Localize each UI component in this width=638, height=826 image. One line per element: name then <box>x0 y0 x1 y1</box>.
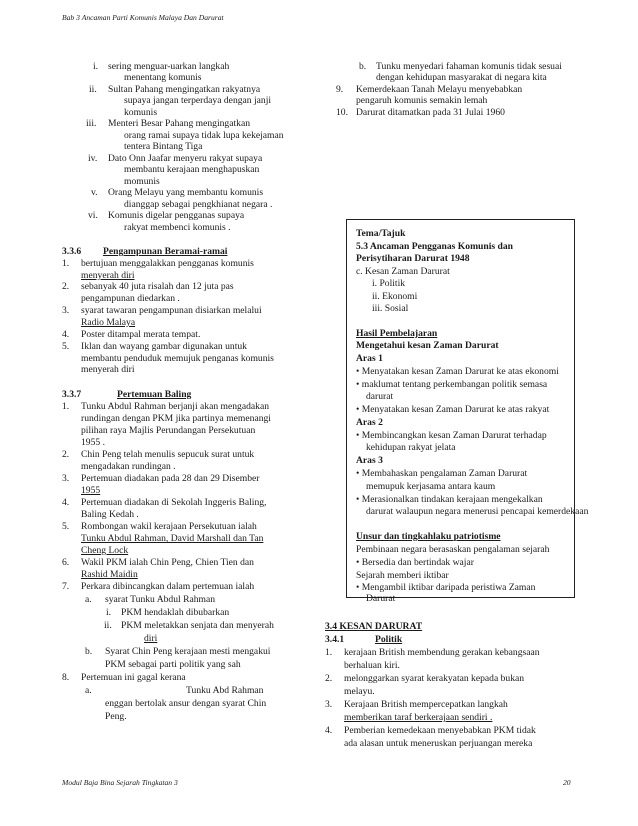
list-item: Syarat Chin Peng kerajaan mesti mengakui <box>105 646 271 657</box>
list-marker: 1. <box>62 401 70 412</box>
box-bullet: • Membincangkan kesan Zaman Darurat terhadap <box>356 430 547 441</box>
list-marker: 4. <box>62 329 70 340</box>
list-item: Perkara dibincangkan dalam pertemuan ialah <box>81 581 255 592</box>
list-item-continued: ada alasan untuk meneruskan perjuangan mereka <box>344 738 533 749</box>
list-marker: vi. <box>88 210 98 221</box>
list-item: Tunku Abd Rahman <box>186 685 264 696</box>
list-marker: iii. <box>86 118 97 129</box>
list-item-continued: 1955 <box>81 485 101 496</box>
list-marker: 7. <box>62 581 70 592</box>
list-item: Rombongan wakil kerajaan Persekutuan ialah <box>81 521 257 532</box>
list-item: Poster ditampal merata tempat. <box>81 329 201 340</box>
list-item-continued: Cheng Lock <box>81 545 129 556</box>
box-subheading: Unsur dan tingkahlaku patriotisme <box>356 531 501 542</box>
list-item: kerajaan British membendung gerakan kebangsaan <box>344 647 540 658</box>
list-marker: b. <box>359 61 367 72</box>
list-item: Tunku Abdul Rahman berjanji akan mengadakan <box>81 401 270 412</box>
list-marker: 8. <box>62 672 70 683</box>
list-item-continued: rakyat membenci komunis . <box>124 222 231 233</box>
list-marker: a. <box>85 594 92 605</box>
box-level: Aras 1 <box>356 353 383 364</box>
list-item: Pertemuan diadakan pada 28 dan 29 Disember <box>81 473 260 484</box>
list-item-continued: Peng. <box>105 711 127 722</box>
page-header: Bab 3 Ancaman Parti Komunis Malaya Dan Darurat <box>62 13 224 22</box>
list-marker: 2. <box>62 449 70 460</box>
list-item: Dato Onn Jaafar menyeru rakyat supaya <box>108 153 263 164</box>
box-bullet: • maklumat tentang perkembangan politik semasa <box>356 379 548 390</box>
box-line: ii. Ekonomi <box>372 291 418 302</box>
list-item: Orang Melayu yang membantu komunis <box>108 187 264 198</box>
list-item-continued: supaya jangan terperdaya dengan janji <box>124 95 272 106</box>
section-number: 3.3.7 <box>62 389 82 400</box>
list-item: melonggarkan syarat kerakyatan kepada bukan <box>344 673 525 684</box>
box-heading: Tema/Tajuk <box>356 228 406 239</box>
box-title: 5.3 Ancaman Pengganas Komunis dan <box>356 241 513 252</box>
list-item-continued: Tunku Abdul Rahman, David Marshall dan Tan <box>81 533 264 544</box>
box-level: Aras 3 <box>356 455 383 466</box>
list-item-continued: menyerah diri <box>81 270 135 281</box>
list-item-continued: dianggap sebagai pengkhianat negara . <box>124 199 273 210</box>
box-subheading: Mengetahui kesan Zaman Darurat <box>356 340 499 351</box>
box-bullet: • Menyatakan kesan Zaman Darurat ke atas rakyat <box>356 404 550 415</box>
box-line: darurat walaupun negara menerusi pencapai kemerdekaan <box>366 506 589 517</box>
box-line: Sejarah memberi iktibar <box>356 570 449 581</box>
list-marker: 3. <box>62 305 70 316</box>
page-number: 20 <box>563 778 571 787</box>
box-line-clipped: Darurat <box>366 593 396 604</box>
list-marker: 5. <box>62 521 70 532</box>
box-bullet: • Bersedia dan bertindak wajar <box>356 557 474 568</box>
list-item: Wakil PKM ialah Chin Peng, Chien Tien dan <box>81 557 254 568</box>
list-item: Kerajaan British mempercepatkan langkah <box>344 699 508 710</box>
list-item-continued: komunis <box>124 107 158 118</box>
box-bullet: • Membahaskan pengalaman Zaman Darurat <box>356 468 528 479</box>
list-item-continued: Rashid Maidin <box>81 569 138 580</box>
list-item-continued: memberikan taraf berkerajaan sendiri . <box>344 712 493 723</box>
list-item: bertujuan menggalakkan pengganas komunis <box>81 258 254 269</box>
list-marker: 9. <box>336 84 344 95</box>
section-number: 3.4.1 <box>325 634 345 645</box>
box-line: memupuk kerjasama antara kaum <box>366 481 496 492</box>
list-item-continued: membantu kerajaan menghapuskan <box>124 164 260 175</box>
list-marker: 1. <box>62 258 70 269</box>
list-item: syarat Tunku Abdul Rahman <box>105 594 216 605</box>
list-item-continued: berhaluan kiri. <box>344 660 400 671</box>
list-marker: 3. <box>325 699 333 710</box>
section-title: Pertemuan Baling <box>117 389 192 400</box>
list-marker: ii. <box>104 620 112 631</box>
list-item: Sultan Pahang mengingatkan rakyatnya <box>108 84 261 95</box>
list-marker: 6. <box>62 557 70 568</box>
list-item-continued: tentera Bintang Tiga <box>124 141 203 152</box>
list-item: Menteri Besar Pahang mengingatkan <box>108 118 250 129</box>
list-item-continued: dengan kehidupan masyarakat di negara kita <box>376 72 547 83</box>
list-marker: 2. <box>325 673 333 684</box>
list-item-continued: diri <box>144 633 158 644</box>
list-marker: v. <box>91 187 98 198</box>
list-item-continued: menentang komunis <box>124 72 202 83</box>
list-item: Darurat ditamatkan pada 31 Julai 1960 <box>356 107 505 118</box>
list-item-continued: Radio Malaya <box>81 317 136 328</box>
list-item-continued: 1955 . <box>81 437 105 448</box>
box-line: Pembinaan negara berasaskan pengalaman sejarah <box>356 544 550 555</box>
box-title: Perisytiharan Darurat 1948 <box>356 253 470 264</box>
box-bullet: • Merasionalkan tindakan kerajaan mengekalkan <box>356 494 543 505</box>
list-item: sebanyak 40 juta risalah dan 12 juta pas <box>81 281 234 292</box>
list-marker: i. <box>93 61 99 72</box>
list-item-continued: melayu. <box>344 686 375 697</box>
list-item-continued: PKM sebagai parti politik yang sah <box>105 659 241 670</box>
list-item: Pemberian kemedekaan menyebabkan PKM tidak <box>344 725 536 736</box>
box-subheading: Hasil Pembelajaran <box>356 328 438 339</box>
list-item: Komunis digelar pengganas supaya <box>108 210 245 221</box>
learning-objectives-box <box>346 219 589 604</box>
list-item-continued: pengampunan diedarkan . <box>81 293 180 304</box>
box-line: i. Politik <box>372 278 406 289</box>
list-marker: i. <box>106 607 112 618</box>
list-item-continued: momunis <box>124 176 160 187</box>
section-title: Pengampunan Beramai-ramai <box>103 246 228 257</box>
section-heading: 3.4 KESAN DARURAT <box>325 621 423 632</box>
list-item-continued: membantu penduduk memujuk penganas komunis <box>81 353 274 364</box>
list-item-continued: pengaruh komunis semakin lemah <box>356 95 488 106</box>
list-marker: b. <box>85 646 93 657</box>
box-level: Aras 2 <box>356 417 383 428</box>
list-marker: iv. <box>88 153 98 164</box>
list-item-continued: Baling Kedah . <box>81 509 139 520</box>
list-item: syarat tawaran pengampunan disiarkan melalui <box>81 305 262 316</box>
list-item-continued: mengadakan rundingan . <box>81 461 176 472</box>
list-item: Iklan dan wayang gambar digunakan untuk <box>81 341 247 352</box>
box-bullet: • Mengambil iktibar daripada peristiwa Zaman <box>356 582 536 593</box>
list-marker: 10. <box>336 107 348 118</box>
list-marker: 4. <box>325 725 333 736</box>
box-line: iii. Sosial <box>372 303 409 314</box>
list-item: PKM hendaklah dibubarkan <box>121 607 230 618</box>
list-item: sering menguar-uarkan langkah <box>108 61 230 72</box>
list-marker: ii. <box>89 84 97 95</box>
section-number: 3.3.6 <box>62 246 82 257</box>
list-item-continued: menyerah diri <box>81 364 135 375</box>
list-marker: 2. <box>62 281 70 292</box>
list-marker: a. <box>85 685 92 696</box>
list-item: Kemerdekaan Tanah Melayu menyebabkan <box>356 84 523 95</box>
box-line: c. Kesan Zaman Darurat <box>356 266 450 277</box>
list-marker: 3. <box>62 473 70 484</box>
box-bullet: • Menyatakan kesan Zaman Darurat ke atas ekonomi <box>356 366 559 377</box>
list-item: Pertemuan diadakan di Sekolah Inggeris Baling, <box>81 497 267 508</box>
box-line: kehidupan rakyat jelata <box>366 442 456 453</box>
list-item: Pertemuan ini gagal kerana <box>81 672 186 683</box>
list-marker: 4. <box>62 497 70 508</box>
list-item-continued: rundingan dengan PKM jika partinya memenangi <box>81 413 271 424</box>
list-item: Tunku menyedari fahaman komunis tidak sesuai <box>376 61 562 72</box>
list-item-continued: orang ramai supaya tidak lupa kekejaman <box>124 130 284 141</box>
box-line: darurat <box>366 391 394 402</box>
list-item-continued: enggan bertolak ansur dengan syarat Chin <box>105 698 267 709</box>
list-marker: 1. <box>325 647 333 658</box>
page-footer: Modul Baja Bina Sejarah Tingkatan 3 <box>62 778 178 787</box>
list-marker: 5. <box>62 341 70 352</box>
list-item-continued: pilihan raya Majlis Perundangan Persekutuan <box>81 425 256 436</box>
list-item: PKM meletakkan senjata dan menyerah <box>121 620 274 631</box>
list-item: Chin Peng telah menulis sepucuk surat untuk <box>81 449 255 460</box>
section-title: Politik <box>375 634 403 645</box>
